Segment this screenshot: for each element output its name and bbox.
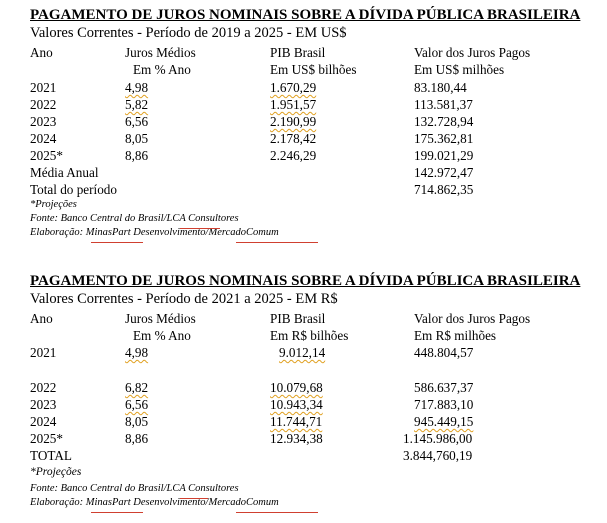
table2-row-ano: 2024 (30, 414, 57, 429)
table1-source: Fonte: Banco Central do Brasil/LCA Consultores (30, 213, 239, 224)
spellcheck-underline (91, 511, 143, 513)
table1-col-juros: Juros Médios (125, 45, 196, 60)
table1-row-ano: 2023 (30, 114, 57, 129)
table1-title: PAGAMENTO DE JUROS NOMINAIS SOBRE A DÍVIDA PÚBLICA BRASILEIRA (30, 7, 581, 23)
table2-row-pib: 9.012,14 (279, 345, 326, 360)
table1-col-ano: Ano (30, 45, 53, 60)
table1-col-valor-unit: Em US$ milhões (414, 62, 505, 77)
table1-total-value: 714.862,35 (414, 182, 474, 197)
table2-row-pib: 10.943,34 (270, 397, 323, 412)
table1-row-pib: 2.178,42 (270, 131, 317, 146)
table2-row-ano: 2022 (30, 380, 57, 395)
table2-col-juros-unit: Em % Ano (133, 328, 191, 343)
table1-row-pib: 2.190,99 (270, 114, 317, 129)
table2-row-pib: 10.079,68 (270, 380, 323, 395)
table2-row-pib: 11.744,71 (270, 414, 323, 429)
table2-subtitle: Valores Correntes - Período de 2021 a 2025 - EM R$ (30, 291, 338, 307)
table2-row-juros: 4,98 (125, 345, 149, 360)
table1-row-pib: 1.951,57 (270, 97, 317, 112)
table2-col-juros: Juros Médios (125, 311, 196, 326)
table1-elab: Elaboração: MinasPart Desenvolvimento/MercadoComum (30, 227, 279, 238)
table1-media-label: Média Anual (30, 165, 99, 180)
table1-row-pib: 1.670,29 (270, 80, 317, 95)
table2-col-valor-unit: Em R$ milhões (414, 328, 497, 343)
table1-col-juros-unit: Em % Ano (133, 62, 191, 77)
table1-media-value: 142.972,47 (414, 165, 474, 180)
table1-row-juros: 6,56 (125, 114, 149, 129)
table1-col-valor: Valor dos Juros Pagos (414, 45, 531, 60)
table1-row-valor: 83.180,44 (414, 80, 467, 95)
table1-note-proj: *Projeções (30, 199, 77, 210)
spellcheck-underline (236, 241, 318, 243)
table1-row-valor: 113.581,37 (414, 97, 473, 112)
table2-title: PAGAMENTO DE JUROS NOMINAIS SOBRE A DÍVIDA PÚBLICA BRASILEIRA (30, 273, 581, 289)
table2-row-ano: 2021 (30, 345, 57, 360)
table1-row-valor: 132.728,94 (414, 114, 474, 129)
table1-row-valor: 175.362,81 (414, 131, 474, 146)
table1-row-ano: 2022 (30, 97, 57, 112)
spellcheck-underline (91, 241, 143, 243)
table1-row-ano: 2025* (30, 148, 63, 163)
table1-row-pib: 2.246,29 (270, 148, 317, 163)
table2-row-pib: 12.934,38 (270, 431, 323, 446)
table1-total-label: Total do período (30, 182, 117, 197)
table1-col-pib-unit: Em US$ bilhões (270, 62, 357, 77)
table1-row-valor: 199.021,29 (414, 148, 474, 163)
spellcheck-underline (180, 227, 220, 229)
table2-source: Fonte: Banco Central do Brasil/LCA Consultores (30, 483, 239, 494)
table2-elab: Elaboração: MinasPart Desenvolvimento/MercadoComum (30, 497, 279, 508)
table2-row-valor: 586.637,37 (414, 380, 474, 395)
table2-total-label: TOTAL (30, 448, 72, 463)
table1-subtitle: Valores Correntes - Período de 2019 a 2025 - EM US$ (30, 25, 347, 41)
table1-row-juros: 8,05 (125, 131, 149, 146)
table1-row-juros: 8,86 (125, 148, 149, 163)
table2-col-pib-unit: Em R$ bilhões (270, 328, 349, 343)
table2-row-juros: 6,56 (125, 397, 149, 412)
table2-note-proj: *Projeções (30, 466, 82, 478)
spellcheck-underline (180, 497, 208, 499)
table2-col-pib: PIB Brasil (270, 311, 326, 326)
table2-row-juros: 6,82 (125, 380, 149, 395)
table2-row-juros: 8,05 (125, 414, 149, 429)
table2-col-ano: Ano (30, 311, 53, 326)
table2-row-valor: 945.449,15 (414, 414, 474, 429)
table2-row-valor: 1.145.986,00 (403, 431, 473, 446)
table1-row-juros: 5,82 (125, 97, 149, 112)
table2-row-ano: 2023 (30, 397, 57, 412)
table1-col-pib: PIB Brasil (270, 45, 326, 60)
table2-row-juros: 8,86 (125, 431, 149, 446)
table2-total-value: 3.844,760,19 (403, 448, 473, 463)
table2-row-valor: 448.804,57 (414, 345, 474, 360)
table2-col-valor: Valor dos Juros Pagos (414, 311, 531, 326)
table2-row-valor: 717.883,10 (414, 397, 474, 412)
table1-row-ano: 2021 (30, 80, 57, 95)
table1-row-ano: 2024 (30, 131, 57, 146)
table1-row-juros: 4,98 (125, 80, 149, 95)
spellcheck-underline (236, 511, 318, 513)
table2-row-ano: 2025* (30, 431, 63, 446)
